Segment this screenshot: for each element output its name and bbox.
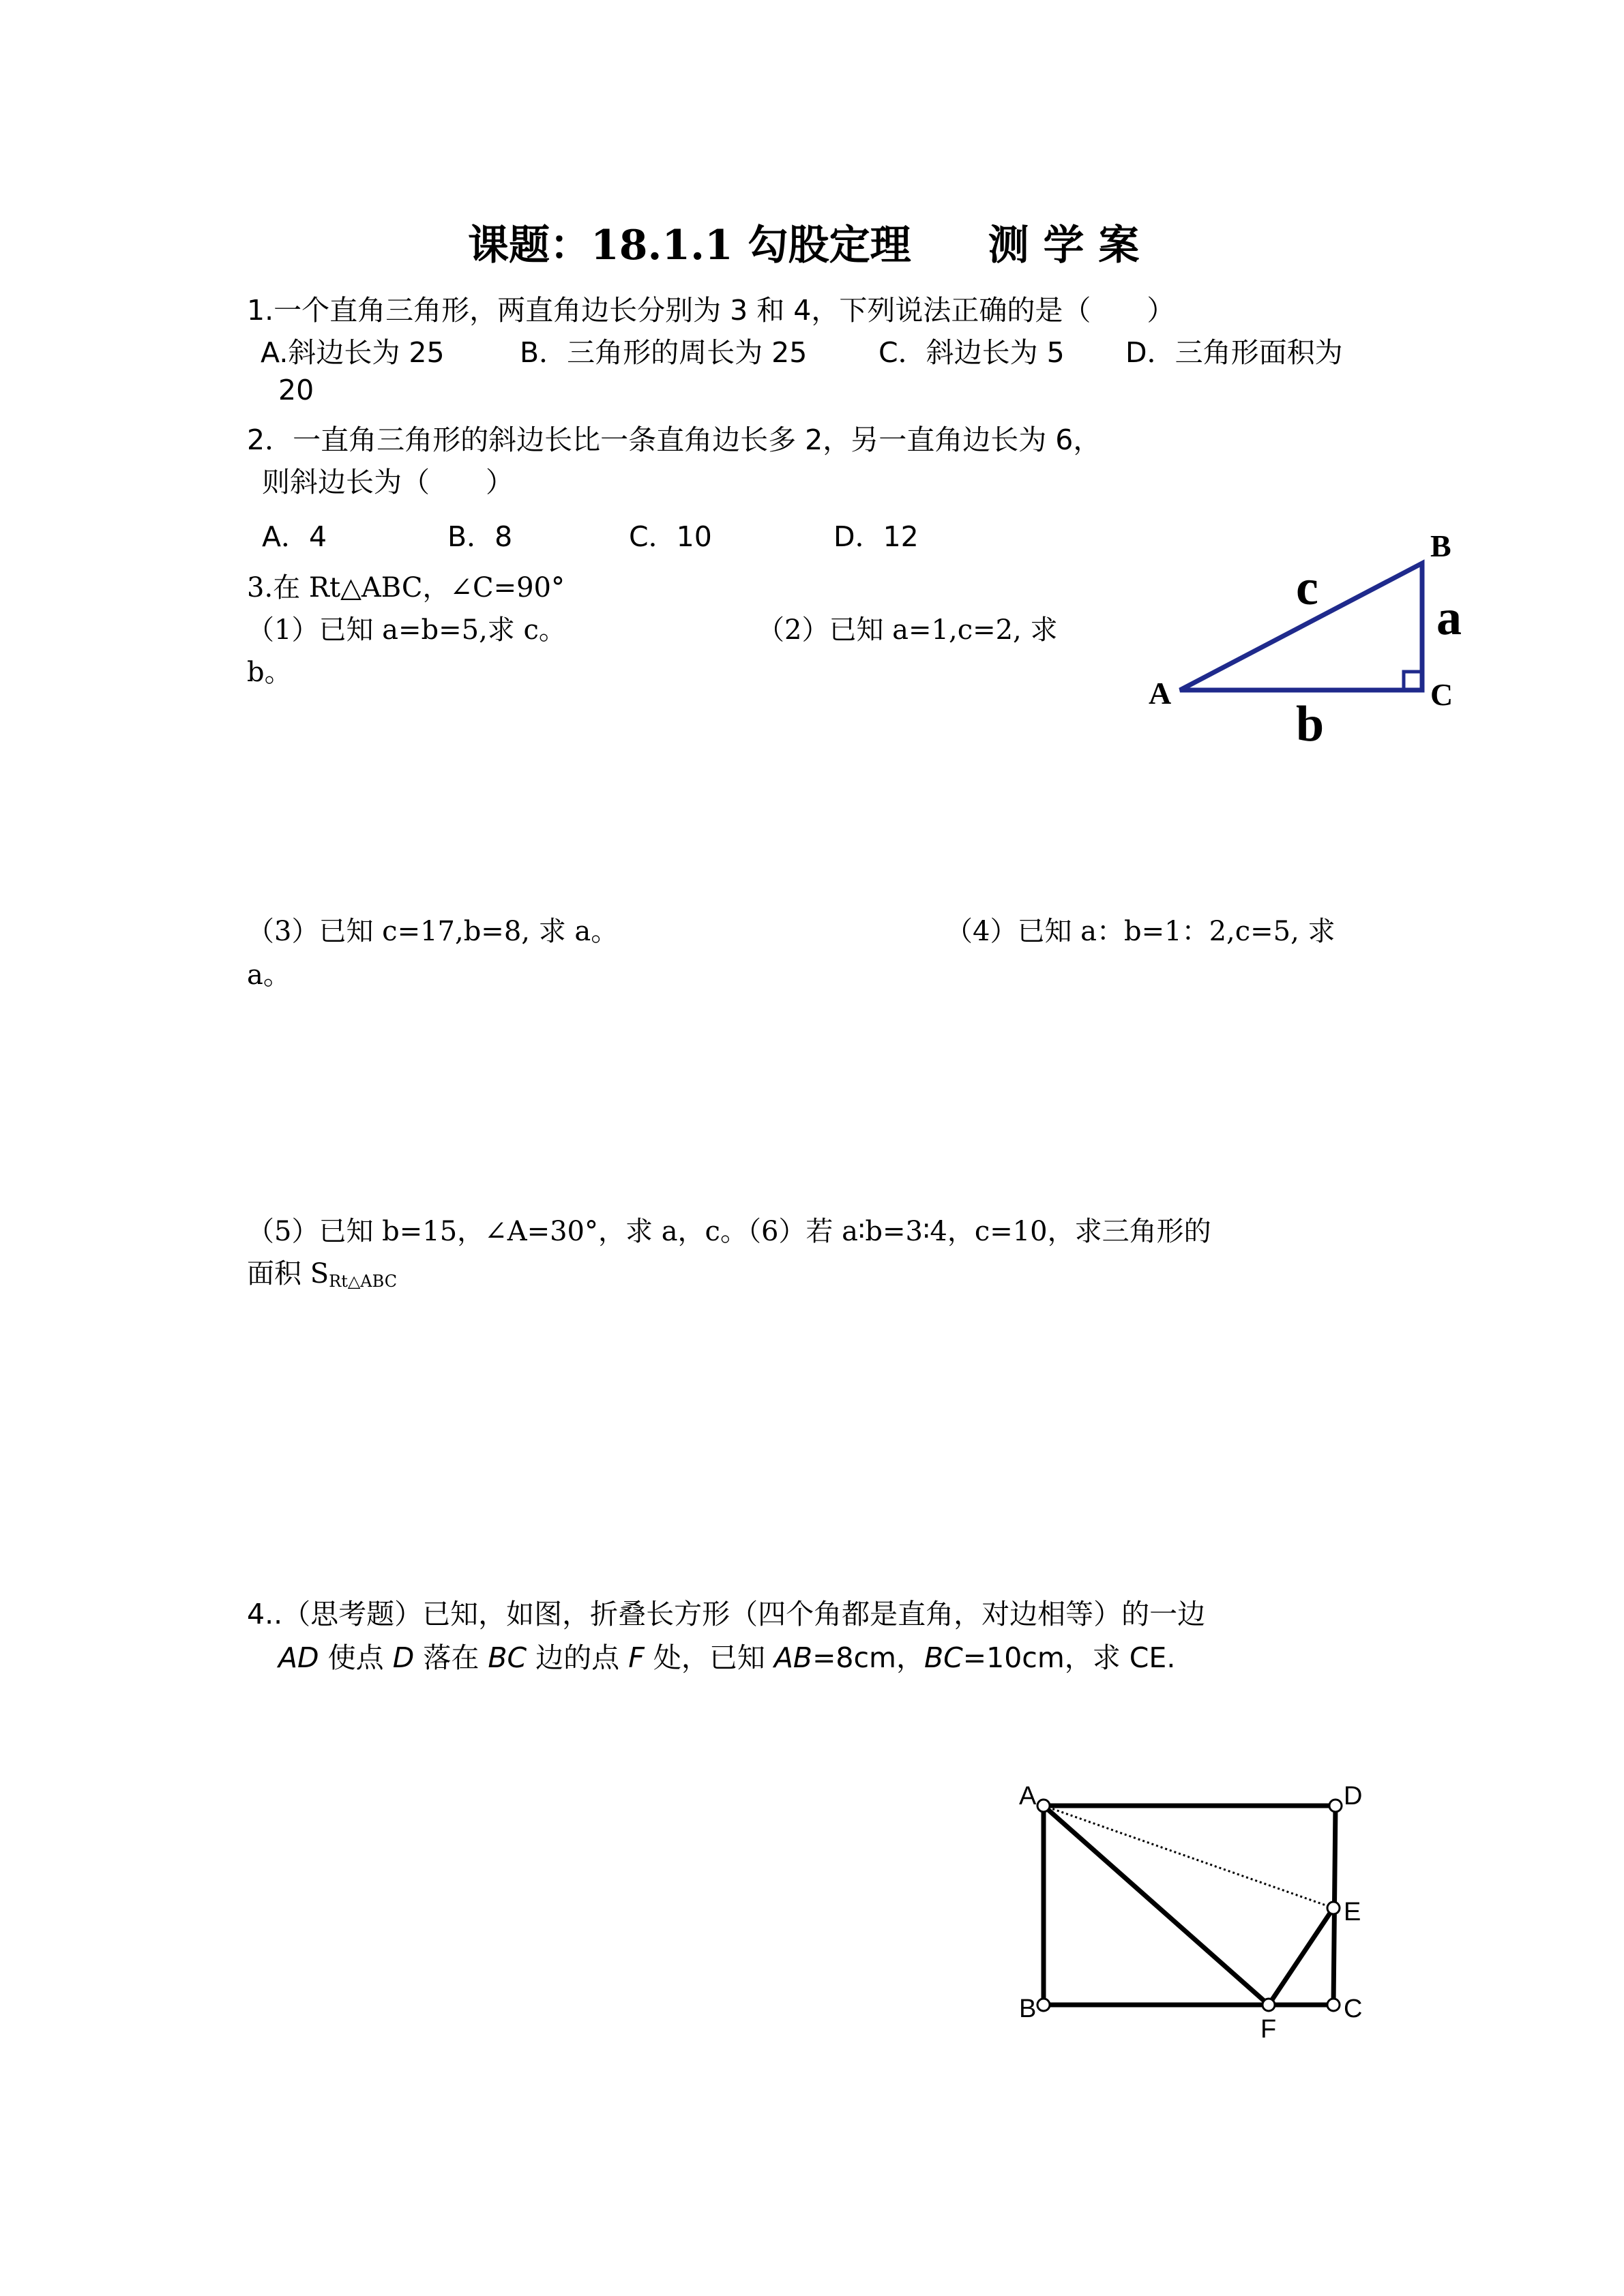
q3-stem: 3.在 Rt△ABC，∠C=90°: [247, 572, 565, 603]
q2-stem-line2: 则斜边长为（ ）: [262, 466, 514, 498]
point-e-marker: [1327, 1902, 1340, 1914]
q1-stem: 1.一个直角三角形，两直角边长分别为 3 和 4，下列说法正确的是（ ）: [247, 294, 1175, 327]
q1-option-d: D．三角形面积为: [1125, 336, 1343, 369]
q3-part1: （1）已知 a=b=5,求 c。: [247, 614, 566, 646]
segment-af: [1044, 1806, 1269, 2005]
q3-part5: （5）已知 b=15，∠A=30°，求 a，c。（6）若 a∶b=3∶4，c=10，求三角形的: [247, 1216, 1211, 1247]
q1-option-c: C．斜边长为 5: [879, 336, 1065, 369]
q1-option-d-wrap: 20: [278, 374, 314, 406]
title-prefix: 课题：18.1.1 勾股定理: [468, 222, 911, 269]
q2-option-c: C．10: [629, 520, 712, 553]
q2-stem: 2．一直角三角形的斜边长比一条直角边长多 2，另一直角边长为 6，: [247, 423, 1102, 456]
point-c-marker: [1327, 1999, 1340, 2011]
rect-label-a: A: [1019, 1782, 1037, 1810]
point-f-marker: [1263, 1999, 1275, 2011]
segment-ab: AB: [773, 1641, 813, 1674]
q2-option-b: B．8: [447, 520, 513, 553]
area-subscript: Rt△ABC: [329, 1272, 398, 1291]
vertex-label-b: B: [1430, 528, 1451, 563]
q3-part2: （2）已知 a=1,c=2, 求: [757, 614, 1058, 646]
point-a-marker: [1037, 1800, 1050, 1812]
segment-bc-2: BC: [924, 1641, 963, 1674]
right-angle-mark: [1404, 672, 1422, 690]
vertex-label-c: C: [1430, 677, 1453, 712]
side-label-b: b: [1296, 696, 1325, 752]
title-suffix: 测 学 案: [988, 222, 1140, 269]
q3-part6: [247, 1252, 397, 1291]
q2-option-d: D．12: [833, 520, 919, 553]
point-b-marker: [1037, 1999, 1050, 2011]
q3-part2-wrap: b。: [247, 657, 292, 688]
point-d-marker: [1329, 1800, 1342, 1812]
q1-option-b: B．三角形的周长为 25: [520, 336, 808, 369]
q1-option-a: A.斜边长为 25: [261, 336, 445, 369]
point-d: D: [392, 1641, 415, 1674]
rectangle-abcd: [1044, 1806, 1335, 2005]
rect-label-d: D: [1344, 1782, 1363, 1810]
rect-label-f: F: [1260, 2015, 1277, 2044]
q4-stem-line2: AD 使点 D 落在 BC 边的点 F 处，已知 AB=8cm，BC=10cm，求 CE.: [278, 1641, 1176, 1674]
q4-stem: 4..（思考题）已知，如图，折叠长方形（四个角都是直角，对边相等）的一边: [247, 1598, 1206, 1630]
q3-part4: （4）已知 a：b=1：2,c=5, 求: [945, 916, 1335, 947]
q3-part3: （3）已知 c=17,b=8, 求 a。: [247, 916, 619, 947]
rect-label-c: C: [1344, 1995, 1363, 2023]
segment-bc: BC: [488, 1641, 527, 1674]
page-title: [468, 213, 1139, 271]
point-f: F: [628, 1641, 645, 1674]
segment-ad: AD: [278, 1641, 319, 1674]
rect-label-b: B: [1019, 1995, 1037, 2023]
q2-option-a: A．4: [262, 520, 327, 553]
side-label-c: c: [1296, 560, 1318, 616]
rect-label-e: E: [1344, 1898, 1361, 1926]
side-label-a: a: [1436, 590, 1462, 646]
vertex-label-a: A: [1149, 676, 1172, 711]
q3-part4-wrap: a。: [247, 959, 291, 991]
area-label: 面积 S: [247, 1258, 329, 1289]
segment-ae-dotted: [1044, 1806, 1333, 1908]
triangle-abc: [1180, 563, 1422, 690]
segment-fe: [1269, 1908, 1333, 2005]
